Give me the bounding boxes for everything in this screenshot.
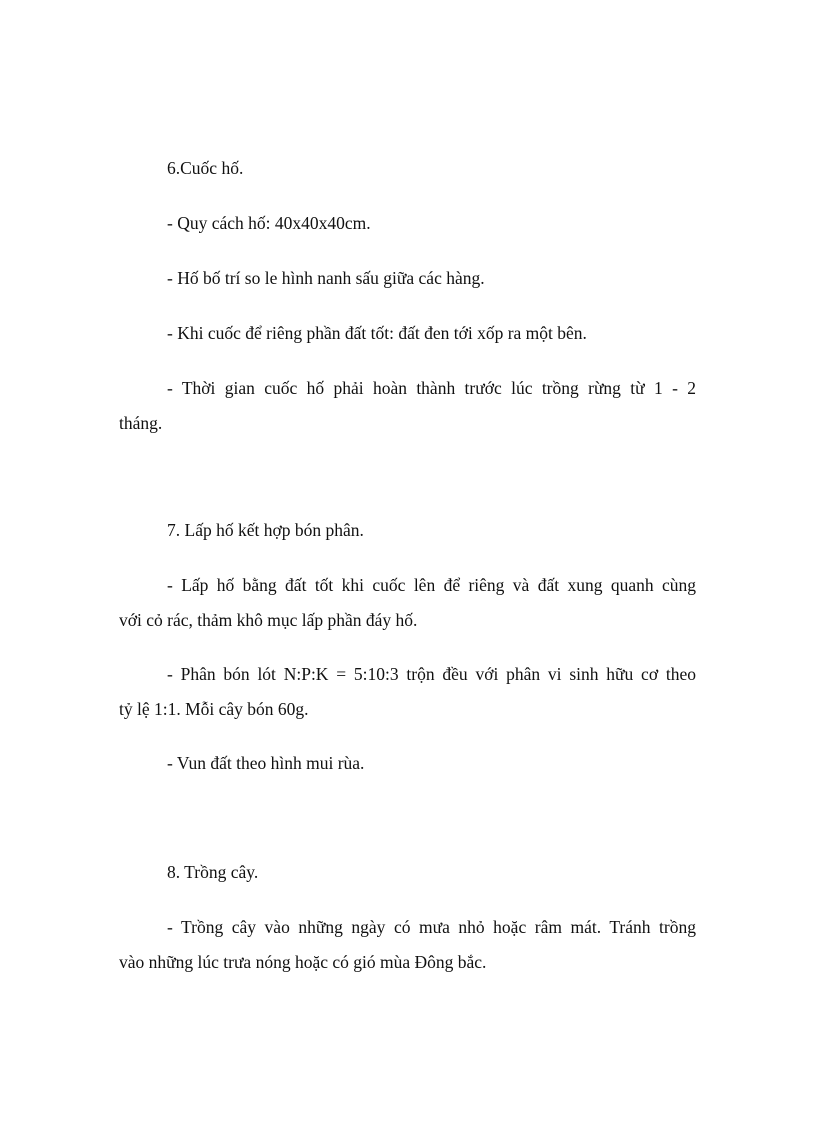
section-6-item-2: - Hố bố trí so le hình nanh sấu giữa các hàng. (167, 268, 485, 288)
section-8-heading: 8. Trồng cây. (167, 862, 259, 882)
section-7-heading: 7. Lấp hố kết hợp bón phân. (167, 520, 364, 540)
section-7-paragraph-1-line-1: - Lấp hố bằng đất tốt khi cuốc lên để riêng và đất xung quanh cùng (167, 575, 696, 595)
section-6-paragraph-line-1: - Thời gian cuốc hố phải hoàn thành trước lúc trồng rừng từ 1 - 2 (167, 378, 696, 398)
section-7-paragraph-2-line-2: tỷ lệ 1:1. Mỗi cây bón 60g. (119, 699, 309, 719)
section-8-paragraph-1-line-2: vào những lúc trưa nóng hoặc có gió mùa Đông bắc. (119, 952, 487, 972)
section-6-paragraph-line-2: tháng. (119, 413, 163, 433)
section-7-paragraph-3: - Vun đất theo hình mui rùa. (167, 753, 365, 773)
section-7-paragraph-1-line-2: với cỏ rác, thảm khô mục lấp phần đáy hố. (119, 610, 418, 630)
section-6-item-1: - Quy cách hố: 40x40x40cm. (167, 213, 371, 233)
section-8-paragraph-1-line-1: - Trồng cây vào những ngày có mưa nhỏ hoặc râm mát. Tránh trồng (167, 917, 696, 937)
section-7-paragraph-2-line-1: - Phân bón lót N:P:K = 5:10:3 trộn đều với phân vi sinh hữu cơ theo (167, 664, 696, 684)
section-6-heading: 6.Cuốc hố. (167, 158, 244, 178)
section-6-item-3: - Khi cuốc để riêng phần đất tốt: đất đen tới xốp ra một bên. (167, 323, 587, 343)
